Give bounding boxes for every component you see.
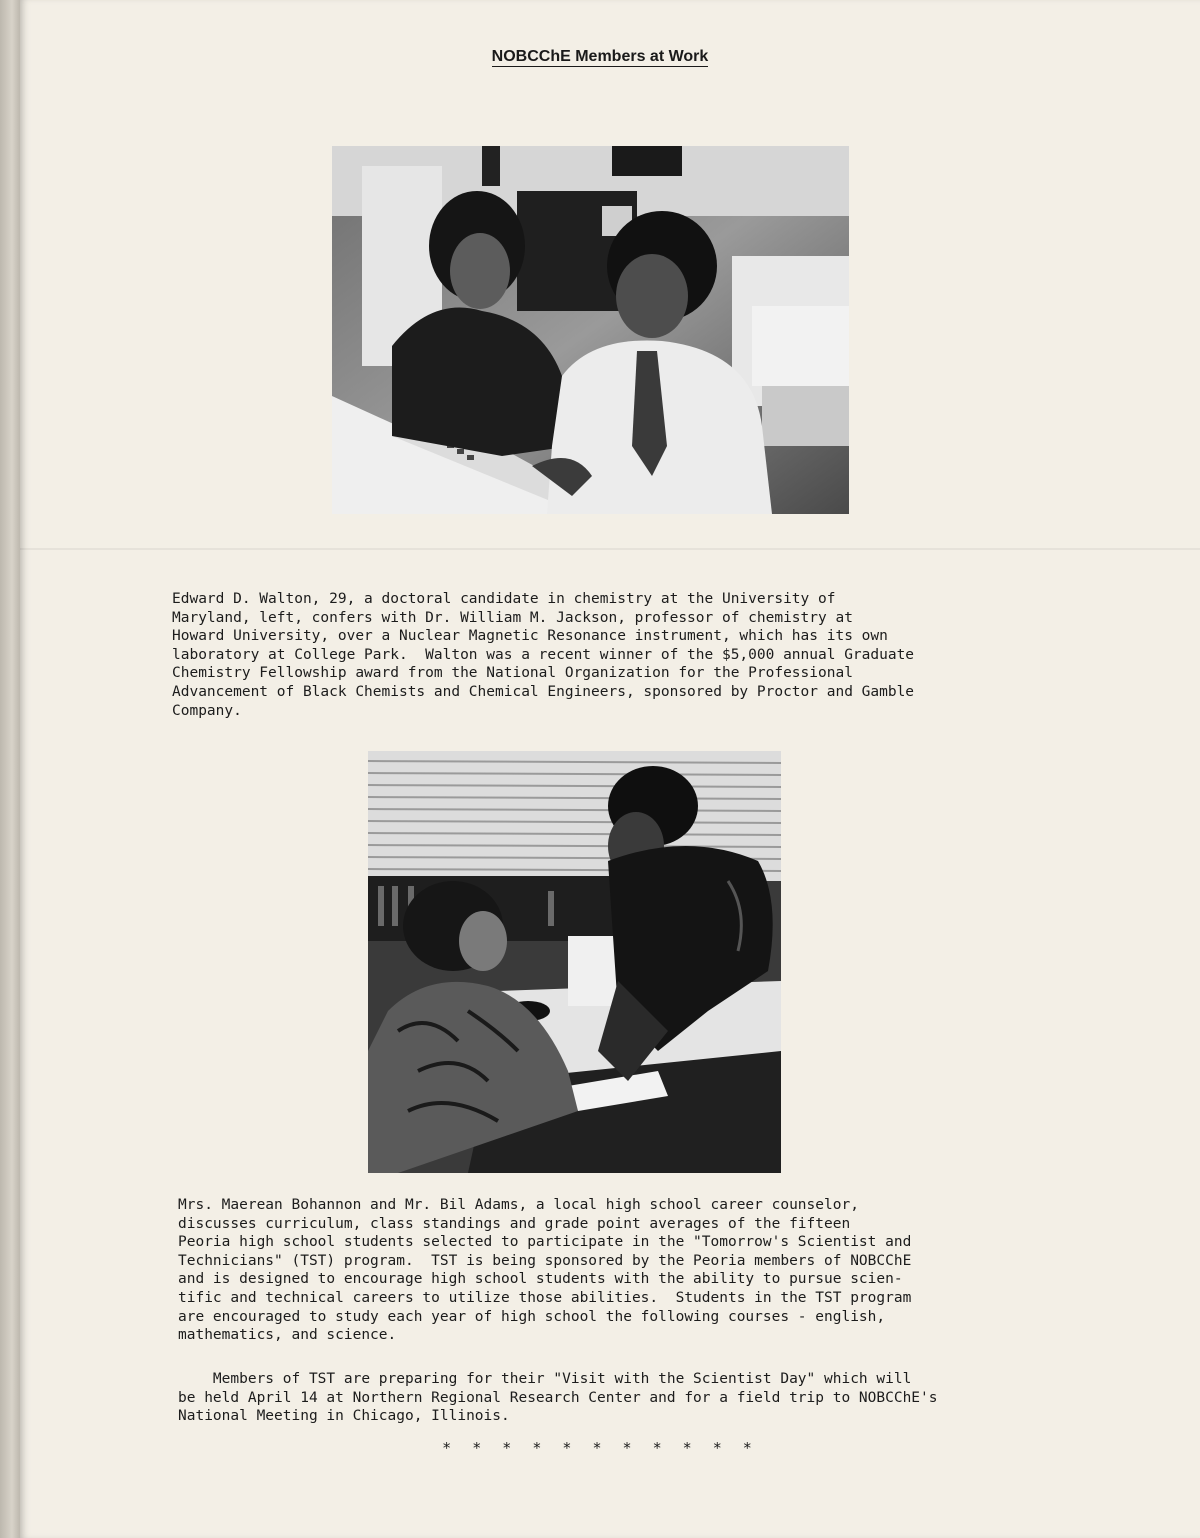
caption-line: Howard University, over a Nuclear Magnetic Resonance instrument, which has its own [172, 628, 888, 645]
caption-line: Advancement of Black Chemists and Chemical Engineers, sponsored by Proctor and Gamble [172, 683, 915, 700]
caption-line: Edward D. Walton, 29, a doctoral candidate in chemistry at the University of [172, 591, 836, 607]
photo-bohannon-adams [368, 751, 781, 1173]
caption-line: discusses curriculum, class standings and grade point averages of the fifteen [178, 1215, 851, 1232]
caption-line: National Meeting in Chicago, Illinois. [178, 1408, 510, 1425]
caption-line: are encouraged to study each year of high school the following courses - english, [178, 1308, 886, 1325]
caption-line: be held April 14 at Northern Regional Research Center and for a field trip to NOBCChE's [178, 1389, 938, 1406]
photo-walton-jackson-image [332, 146, 849, 514]
caption-line: tific and technical careers to utilize those abilities. Students in the TST program [178, 1289, 912, 1306]
caption-line: laboratory at College Park. Walton was a recent winner of the $5,000 annual Graduate [172, 646, 915, 663]
caption-line: Members of TST are preparing for their "Visit with the Scientist Day" which will [178, 1371, 912, 1387]
caption-tst-visit [178, 1370, 938, 1426]
page-binding-edge [0, 0, 20, 1538]
caption-tst-program [178, 1196, 911, 1345]
paper-fold-line [20, 548, 1200, 550]
photo-bohannon-adams-image [368, 751, 781, 1173]
caption-walton [172, 590, 914, 720]
caption-line: Technicians" (TST) program. TST is being sponsored by the Peoria members of NOBCChE [178, 1252, 912, 1269]
caption-line: Chemistry Fellowship award from the National Organization for the Professional [172, 665, 853, 682]
caption-line: and is designed to encourage high school students with the ability to pursue scien- [178, 1271, 903, 1288]
caption-line: Company. [172, 702, 242, 719]
page-title-text: NOBCChE Members at Work [491, 48, 709, 65]
caption-line: mathematics, and science. [178, 1327, 397, 1344]
caption-line: Peoria high school students selected to participate in the "Tomorrow's Scientist and [178, 1234, 912, 1251]
end-of-article-mark: * * * * * * * * * * * [442, 1439, 758, 1457]
page-title [0, 48, 1200, 66]
caption-line: Mrs. Maerean Bohannon and Mr. Bil Adams, a local high school career counselor, [178, 1197, 859, 1213]
photo-walton-jackson [332, 146, 849, 514]
caption-line: Maryland, left, confers with Dr. William M. Jackson, professor of chemistry at [172, 609, 853, 626]
